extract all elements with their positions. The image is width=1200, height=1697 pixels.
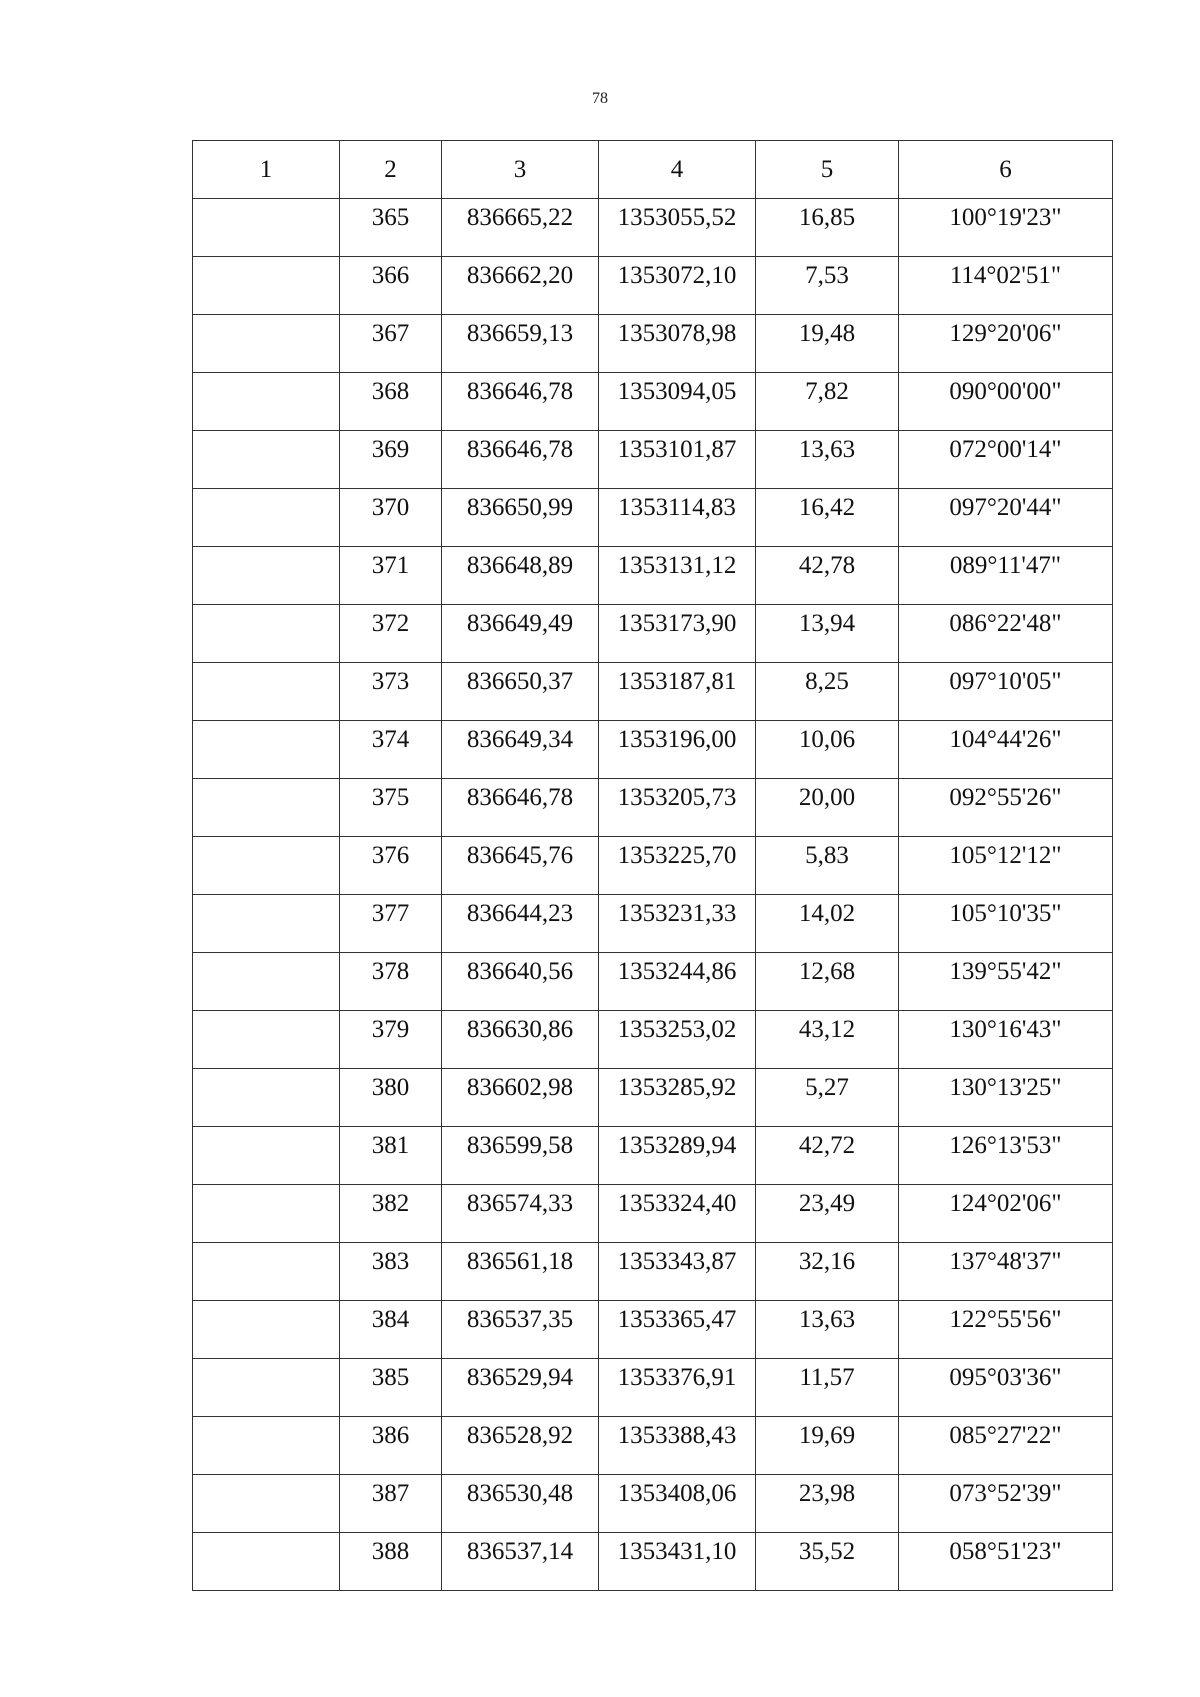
x-coordinate-cell: 836645,76 bbox=[442, 837, 599, 895]
table-row bbox=[193, 431, 1113, 489]
y-coordinate-cell: 1353324,40 bbox=[599, 1185, 756, 1243]
x-coordinate-cell: 836649,34 bbox=[442, 721, 599, 779]
y-coordinate-cell: 1353343,87 bbox=[599, 1243, 756, 1301]
point-number-cell: 375 bbox=[340, 779, 442, 837]
table-row bbox=[193, 837, 1113, 895]
distance-cell: 19,69 bbox=[756, 1417, 899, 1475]
y-coordinate-cell: 1353408,06 bbox=[599, 1475, 756, 1533]
y-coordinate-cell: 1353078,98 bbox=[599, 315, 756, 373]
column-header: 1 bbox=[193, 141, 340, 199]
distance-cell: 16,85 bbox=[756, 199, 899, 257]
column-header: 5 bbox=[756, 141, 899, 199]
row-label-cell bbox=[193, 1359, 340, 1417]
y-coordinate-cell: 1353196,00 bbox=[599, 721, 756, 779]
table-row bbox=[193, 199, 1113, 257]
table-row bbox=[193, 663, 1113, 721]
row-label-cell bbox=[193, 1127, 340, 1185]
row-label-cell bbox=[193, 895, 340, 953]
bearing-cell: 090°00'00" bbox=[899, 373, 1113, 431]
distance-cell: 16,42 bbox=[756, 489, 899, 547]
row-label-cell bbox=[193, 1243, 340, 1301]
bearing-cell: 105°10'35" bbox=[899, 895, 1113, 953]
bearing-cell: 073°52'39" bbox=[899, 1475, 1113, 1533]
point-number-cell: 379 bbox=[340, 1011, 442, 1069]
bearing-cell: 089°11'47" bbox=[899, 547, 1113, 605]
distance-cell: 5,83 bbox=[756, 837, 899, 895]
table-row bbox=[193, 373, 1113, 431]
bearing-cell: 139°55'42" bbox=[899, 953, 1113, 1011]
point-number-cell: 388 bbox=[340, 1533, 442, 1591]
x-coordinate-cell: 836646,78 bbox=[442, 779, 599, 837]
x-coordinate-cell: 836537,35 bbox=[442, 1301, 599, 1359]
header-row bbox=[193, 141, 1113, 199]
row-label-cell bbox=[193, 199, 340, 257]
x-coordinate-cell: 836649,49 bbox=[442, 605, 599, 663]
x-coordinate-cell: 836528,92 bbox=[442, 1417, 599, 1475]
x-coordinate-cell: 836574,33 bbox=[442, 1185, 599, 1243]
table-row bbox=[193, 257, 1113, 315]
x-coordinate-cell: 836529,94 bbox=[442, 1359, 599, 1417]
row-label-cell bbox=[193, 953, 340, 1011]
bearing-cell: 058°51'23" bbox=[899, 1533, 1113, 1591]
bearing-cell: 097°10'05" bbox=[899, 663, 1113, 721]
table-row bbox=[193, 1475, 1113, 1533]
distance-cell: 32,16 bbox=[756, 1243, 899, 1301]
table-row bbox=[193, 1243, 1113, 1301]
point-number-cell: 382 bbox=[340, 1185, 442, 1243]
row-label-cell bbox=[193, 1069, 340, 1127]
bearing-cell: 105°12'12" bbox=[899, 837, 1113, 895]
distance-cell: 35,52 bbox=[756, 1533, 899, 1591]
bearing-cell: 114°02'51" bbox=[899, 257, 1113, 315]
table-row bbox=[193, 895, 1113, 953]
point-number-cell: 367 bbox=[340, 315, 442, 373]
distance-cell: 12,68 bbox=[756, 953, 899, 1011]
bearing-cell: 100°19'23" bbox=[899, 199, 1113, 257]
table-row bbox=[193, 1127, 1113, 1185]
row-label-cell bbox=[193, 1533, 340, 1591]
y-coordinate-cell: 1353365,47 bbox=[599, 1301, 756, 1359]
x-coordinate-cell: 836662,20 bbox=[442, 257, 599, 315]
x-coordinate-cell: 836659,13 bbox=[442, 315, 599, 373]
point-number-cell: 368 bbox=[340, 373, 442, 431]
row-label-cell bbox=[193, 1475, 340, 1533]
row-label-cell bbox=[193, 315, 340, 373]
y-coordinate-cell: 1353055,52 bbox=[599, 199, 756, 257]
table-row bbox=[193, 779, 1113, 837]
table-row bbox=[193, 1185, 1113, 1243]
x-coordinate-cell: 836665,22 bbox=[442, 199, 599, 257]
x-coordinate-cell: 836530,48 bbox=[442, 1475, 599, 1533]
table-row bbox=[193, 315, 1113, 373]
bearing-cell: 085°27'22" bbox=[899, 1417, 1113, 1475]
distance-cell: 42,72 bbox=[756, 1127, 899, 1185]
point-number-cell: 371 bbox=[340, 547, 442, 605]
table-row bbox=[193, 953, 1113, 1011]
bearing-cell: 130°13'25" bbox=[899, 1069, 1113, 1127]
bearing-cell: 086°22'48" bbox=[899, 605, 1113, 663]
x-coordinate-cell: 836646,78 bbox=[442, 373, 599, 431]
column-header: 4 bbox=[599, 141, 756, 199]
row-label-cell bbox=[193, 1301, 340, 1359]
x-coordinate-cell: 836630,86 bbox=[442, 1011, 599, 1069]
x-coordinate-cell: 836537,14 bbox=[442, 1533, 599, 1591]
bearing-cell: 129°20'06" bbox=[899, 315, 1113, 373]
row-label-cell bbox=[193, 257, 340, 315]
x-coordinate-cell: 836602,98 bbox=[442, 1069, 599, 1127]
point-number-cell: 369 bbox=[340, 431, 442, 489]
point-number-cell: 378 bbox=[340, 953, 442, 1011]
distance-cell: 13,63 bbox=[756, 431, 899, 489]
bearing-cell: 124°02'06" bbox=[899, 1185, 1113, 1243]
distance-cell: 20,00 bbox=[756, 779, 899, 837]
bearing-cell: 072°00'14" bbox=[899, 431, 1113, 489]
column-header: 3 bbox=[442, 141, 599, 199]
bearing-cell: 130°16'43" bbox=[899, 1011, 1113, 1069]
row-label-cell bbox=[193, 779, 340, 837]
row-label-cell bbox=[193, 605, 340, 663]
y-coordinate-cell: 1353187,81 bbox=[599, 663, 756, 721]
point-number-cell: 376 bbox=[340, 837, 442, 895]
distance-cell: 10,06 bbox=[756, 721, 899, 779]
row-label-cell bbox=[193, 837, 340, 895]
y-coordinate-cell: 1353131,12 bbox=[599, 547, 756, 605]
y-coordinate-cell: 1353289,94 bbox=[599, 1127, 756, 1185]
table-body bbox=[193, 199, 1113, 1591]
row-label-cell bbox=[193, 1185, 340, 1243]
table-row bbox=[193, 547, 1113, 605]
point-number-cell: 374 bbox=[340, 721, 442, 779]
distance-cell: 13,63 bbox=[756, 1301, 899, 1359]
x-coordinate-cell: 836646,78 bbox=[442, 431, 599, 489]
distance-cell: 23,98 bbox=[756, 1475, 899, 1533]
distance-cell: 11,57 bbox=[756, 1359, 899, 1417]
y-coordinate-cell: 1353205,73 bbox=[599, 779, 756, 837]
table-row bbox=[193, 1533, 1113, 1591]
distance-cell: 7,82 bbox=[756, 373, 899, 431]
point-number-cell: 386 bbox=[340, 1417, 442, 1475]
y-coordinate-cell: 1353072,10 bbox=[599, 257, 756, 315]
distance-cell: 23,49 bbox=[756, 1185, 899, 1243]
point-number-cell: 370 bbox=[340, 489, 442, 547]
table-row bbox=[193, 489, 1113, 547]
y-coordinate-cell: 1353101,87 bbox=[599, 431, 756, 489]
distance-cell: 19,48 bbox=[756, 315, 899, 373]
row-label-cell bbox=[193, 663, 340, 721]
y-coordinate-cell: 1353388,43 bbox=[599, 1417, 756, 1475]
x-coordinate-cell: 836648,89 bbox=[442, 547, 599, 605]
row-label-cell bbox=[193, 489, 340, 547]
distance-cell: 8,25 bbox=[756, 663, 899, 721]
coordinates-table bbox=[192, 140, 1113, 1591]
point-number-cell: 383 bbox=[340, 1243, 442, 1301]
table-row bbox=[193, 1011, 1113, 1069]
point-number-cell: 381 bbox=[340, 1127, 442, 1185]
table-row bbox=[193, 721, 1113, 779]
distance-cell: 5,27 bbox=[756, 1069, 899, 1127]
bearing-cell: 097°20'44" bbox=[899, 489, 1113, 547]
column-header: 2 bbox=[340, 141, 442, 199]
bearing-cell: 137°48'37" bbox=[899, 1243, 1113, 1301]
bearing-cell: 122°55'56" bbox=[899, 1301, 1113, 1359]
bearing-cell: 104°44'26" bbox=[899, 721, 1113, 779]
y-coordinate-cell: 1353173,90 bbox=[599, 605, 756, 663]
point-number-cell: 387 bbox=[340, 1475, 442, 1533]
x-coordinate-cell: 836640,56 bbox=[442, 953, 599, 1011]
row-label-cell bbox=[193, 373, 340, 431]
y-coordinate-cell: 1353225,70 bbox=[599, 837, 756, 895]
point-number-cell: 384 bbox=[340, 1301, 442, 1359]
y-coordinate-cell: 1353094,05 bbox=[599, 373, 756, 431]
row-label-cell bbox=[193, 431, 340, 489]
y-coordinate-cell: 1353231,33 bbox=[599, 895, 756, 953]
table-row bbox=[193, 1069, 1113, 1127]
row-label-cell bbox=[193, 721, 340, 779]
table-header bbox=[193, 141, 1113, 199]
bearing-cell: 095°03'36" bbox=[899, 1359, 1113, 1417]
point-number-cell: 380 bbox=[340, 1069, 442, 1127]
table-row bbox=[193, 1417, 1113, 1475]
point-number-cell: 366 bbox=[340, 257, 442, 315]
page-number: 78 bbox=[592, 90, 608, 107]
point-number-cell: 377 bbox=[340, 895, 442, 953]
distance-cell: 7,53 bbox=[756, 257, 899, 315]
y-coordinate-cell: 1353253,02 bbox=[599, 1011, 756, 1069]
x-coordinate-cell: 836644,23 bbox=[442, 895, 599, 953]
point-number-cell: 365 bbox=[340, 199, 442, 257]
y-coordinate-cell: 1353244,86 bbox=[599, 953, 756, 1011]
table-row bbox=[193, 1359, 1113, 1417]
point-number-cell: 373 bbox=[340, 663, 442, 721]
table-row bbox=[193, 605, 1113, 663]
point-number-cell: 372 bbox=[340, 605, 442, 663]
distance-cell: 42,78 bbox=[756, 547, 899, 605]
point-number-cell: 385 bbox=[340, 1359, 442, 1417]
row-label-cell bbox=[193, 1011, 340, 1069]
distance-cell: 13,94 bbox=[756, 605, 899, 663]
distance-cell: 43,12 bbox=[756, 1011, 899, 1069]
y-coordinate-cell: 1353376,91 bbox=[599, 1359, 756, 1417]
bearing-cell: 092°55'26" bbox=[899, 779, 1113, 837]
y-coordinate-cell: 1353114,83 bbox=[599, 489, 756, 547]
table-row bbox=[193, 1301, 1113, 1359]
y-coordinate-cell: 1353285,92 bbox=[599, 1069, 756, 1127]
x-coordinate-cell: 836561,18 bbox=[442, 1243, 599, 1301]
distance-cell: 14,02 bbox=[756, 895, 899, 953]
column-header: 6 bbox=[899, 141, 1113, 199]
x-coordinate-cell: 836599,58 bbox=[442, 1127, 599, 1185]
row-label-cell bbox=[193, 1417, 340, 1475]
row-label-cell bbox=[193, 547, 340, 605]
bearing-cell: 126°13'53" bbox=[899, 1127, 1113, 1185]
y-coordinate-cell: 1353431,10 bbox=[599, 1533, 756, 1591]
x-coordinate-cell: 836650,37 bbox=[442, 663, 599, 721]
x-coordinate-cell: 836650,99 bbox=[442, 489, 599, 547]
